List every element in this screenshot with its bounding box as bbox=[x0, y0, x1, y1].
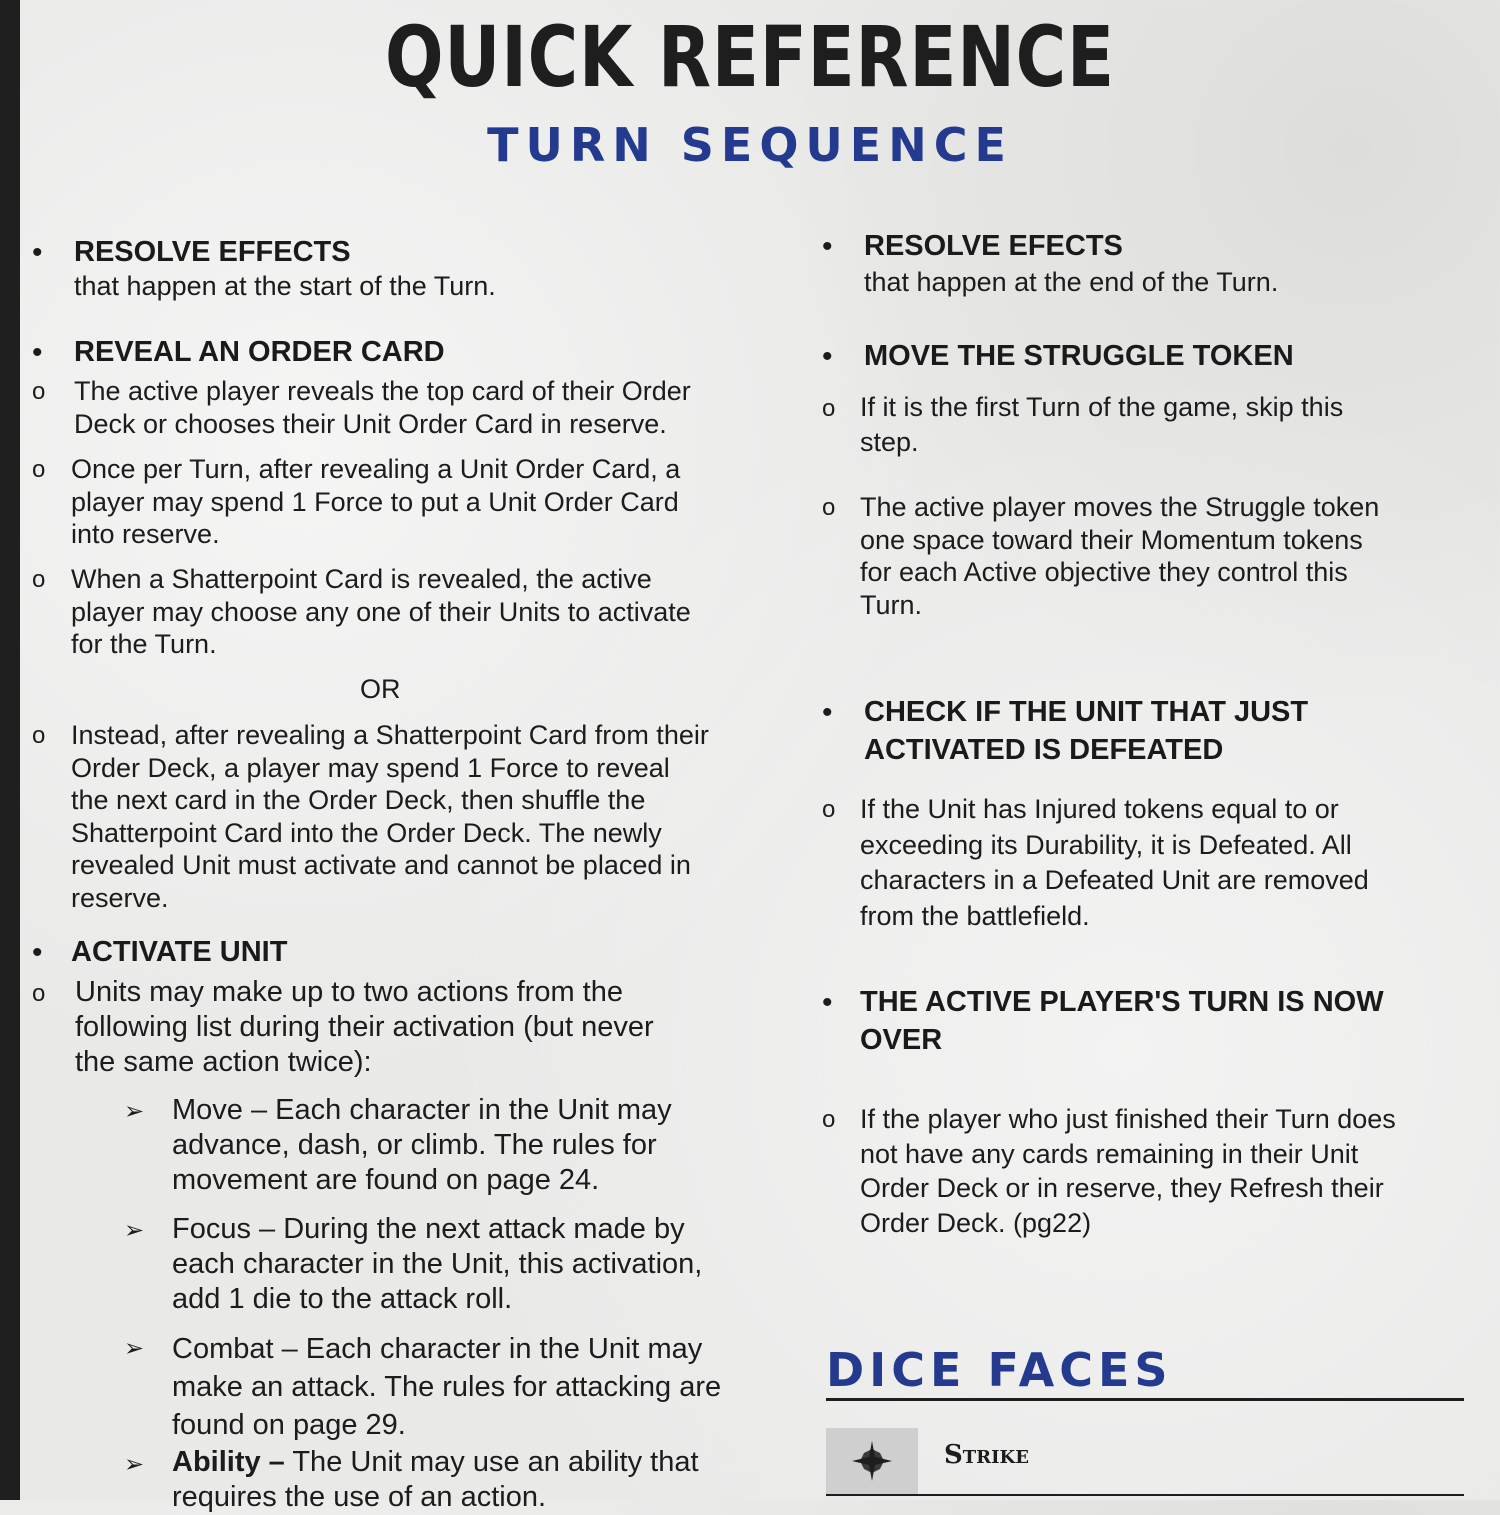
circle-bullet-icon: o bbox=[32, 456, 46, 483]
over-item bbox=[860, 1102, 1396, 1240]
section-title-dice-faces: DICE FACES bbox=[826, 1343, 1173, 1397]
text-line: Order Deck or in reserve, they Refresh their bbox=[860, 1173, 1384, 1203]
text-line: player may choose any one of their Units to activate bbox=[71, 596, 691, 627]
bullet-icon: • bbox=[822, 340, 833, 373]
text-line: – Each character in the Unit may bbox=[273, 1333, 703, 1365]
bullet-icon: • bbox=[822, 696, 833, 729]
section-title-turn-sequence: TURN SEQUENCE bbox=[487, 118, 1013, 172]
circle-bullet-icon: o bbox=[32, 566, 46, 593]
bullet-icon: • bbox=[32, 336, 43, 369]
text-line: Turn. bbox=[860, 589, 923, 620]
circle-bullet-icon: o bbox=[822, 494, 836, 521]
action-name: Combat bbox=[172, 1333, 274, 1365]
text-line: found on page 29. bbox=[172, 1409, 406, 1441]
over-heading bbox=[860, 983, 1384, 1059]
circle-bullet-icon: o bbox=[32, 378, 46, 405]
dice-header-rule bbox=[826, 1398, 1464, 1401]
text-line: following list during their activation (but never bbox=[75, 1011, 654, 1043]
action-name: Focus bbox=[172, 1213, 251, 1245]
arrow-bullet-icon: ➢ bbox=[124, 1451, 145, 1478]
reveal-item-1 bbox=[74, 375, 691, 440]
text-line: advance, dash, or climb. The rules for bbox=[172, 1129, 657, 1161]
bullet-icon: • bbox=[822, 986, 833, 1019]
struggle-item-1 bbox=[860, 390, 1343, 460]
action-combat bbox=[172, 1330, 721, 1444]
dice-label-strike: Strike bbox=[944, 1440, 1029, 1470]
defeated-heading bbox=[864, 693, 1308, 769]
text-line: the same action twice): bbox=[75, 1046, 372, 1078]
circle-bullet-icon: o bbox=[822, 1106, 836, 1133]
circle-bullet-icon: o bbox=[32, 722, 46, 749]
text-line: Once per Turn, after revealing a Unit Order Card, a bbox=[71, 454, 681, 484]
text-line: CHECK IF THE UNIT THAT JUST bbox=[864, 696, 1309, 728]
reveal-heading: REVEAL AN ORDER CARD bbox=[74, 336, 445, 368]
text-line: each character in the Unit, this activation, bbox=[172, 1248, 703, 1280]
arrow-bullet-icon: ➢ bbox=[124, 1098, 145, 1125]
struggle-heading: MOVE THE STRUGGLE TOKEN bbox=[864, 340, 1294, 372]
text-line: – During the next attack made by bbox=[250, 1213, 685, 1245]
text-line: Instead, after revealing a Shatterpoint Card from their bbox=[71, 720, 709, 750]
text-line: If the player who just finished their Turn does bbox=[860, 1104, 1396, 1134]
text-line: make an attack. The rules for attacking are bbox=[172, 1371, 722, 1403]
defeated-item bbox=[860, 792, 1369, 934]
text-line: The active player reveals the top card of their Order bbox=[74, 376, 691, 406]
action-focus bbox=[172, 1212, 702, 1317]
arrow-bullet-icon: ➢ bbox=[124, 1217, 145, 1244]
dice-icon-box bbox=[826, 1428, 918, 1494]
text-line: player may spend 1 Force to put a Unit Order Card bbox=[71, 486, 679, 517]
text-line: Units may make up to two actions from the bbox=[75, 976, 623, 1008]
text-line: Shatterpoint Card into the Order Deck. The newly bbox=[71, 817, 662, 848]
action-name: Ability – bbox=[172, 1446, 285, 1478]
text-line: THE ACTIVE PLAYER'S TURN IS NOW bbox=[860, 986, 1384, 1018]
text-line: characters in a Defeated Unit are removed bbox=[860, 865, 1369, 895]
text-line: step. bbox=[860, 427, 919, 457]
text-line: The Unit may use an ability that bbox=[284, 1446, 699, 1478]
struggle-item-2 bbox=[860, 491, 1379, 621]
text-line: requires the use of an action. bbox=[172, 1481, 547, 1513]
action-move bbox=[172, 1093, 672, 1198]
action-name: Move bbox=[172, 1094, 243, 1126]
circle-bullet-icon: o bbox=[822, 395, 836, 422]
text-line: revealed Unit must activate and cannot be placed in bbox=[71, 850, 691, 880]
text-line: Deck or chooses their Unit Order Card in reserve. bbox=[74, 408, 667, 439]
text-line: The active player moves the Struggle token bbox=[860, 492, 1380, 522]
text-line: one space toward their Momentum tokens bbox=[860, 524, 1363, 555]
text-line: ACTIVATED IS DEFEATED bbox=[864, 734, 1224, 766]
text-line: Order Deck, a player may spend 1 Force to reveal bbox=[71, 752, 670, 783]
text-line: add 1 die to the attack roll. bbox=[172, 1283, 513, 1315]
text-line: for each Active objective they control this bbox=[860, 557, 1348, 587]
bullet-icon: • bbox=[822, 230, 833, 263]
resolve-end-heading: RESOLVE EFECTS bbox=[864, 230, 1123, 262]
text-line: exceeding its Durability, it is Defeated. All bbox=[860, 829, 1352, 860]
text-line: When a Shatterpoint Card is revealed, the active bbox=[71, 564, 652, 594]
dice-row-rule bbox=[826, 1494, 1464, 1496]
reveal-item-3 bbox=[71, 563, 691, 661]
strike-icon bbox=[850, 1439, 894, 1483]
activate-intro bbox=[75, 975, 654, 1080]
activate-heading: ACTIVATE UNIT bbox=[71, 936, 288, 968]
text-line: – Each character in the Unit may bbox=[242, 1094, 672, 1126]
text-line: into reserve. bbox=[71, 519, 220, 549]
resolve-end-text: that happen at the end of the Turn. bbox=[864, 267, 1279, 297]
bullet-icon: • bbox=[32, 936, 43, 969]
action-ability bbox=[172, 1445, 699, 1515]
circle-bullet-icon: o bbox=[822, 796, 836, 823]
text-line: not have any cards remaining in their Unit bbox=[860, 1138, 1359, 1169]
text-line: If the Unit has Injured tokens equal to or bbox=[860, 794, 1339, 824]
text-line: movement are found on page 24. bbox=[172, 1164, 600, 1196]
resolve-start-heading: RESOLVE EFFECTS bbox=[74, 236, 351, 268]
or-separator: OR bbox=[360, 674, 401, 704]
reveal-item-2 bbox=[71, 453, 680, 551]
resolve-start-text: that happen at the start of the Turn. bbox=[74, 271, 496, 301]
text-line: reserve. bbox=[71, 882, 169, 913]
page-title: QUICK REFERENCE bbox=[385, 8, 1115, 106]
text-line: for the Turn. bbox=[71, 629, 217, 659]
arrow-bullet-icon: ➢ bbox=[124, 1335, 145, 1362]
text-line: OVER bbox=[860, 1024, 943, 1056]
text-line: Order Deck. (pg22) bbox=[860, 1207, 1092, 1238]
circle-bullet-icon: o bbox=[32, 980, 46, 1007]
left-edge-bar bbox=[0, 0, 20, 1500]
reveal-instead-item bbox=[71, 719, 709, 914]
text-line: If it is the first Turn of the game, skip this bbox=[860, 392, 1344, 422]
text-line: from the battlefield. bbox=[860, 900, 1090, 931]
bullet-icon: • bbox=[32, 236, 43, 269]
text-line: the next card in the Order Deck, then shuffle the bbox=[71, 785, 646, 815]
